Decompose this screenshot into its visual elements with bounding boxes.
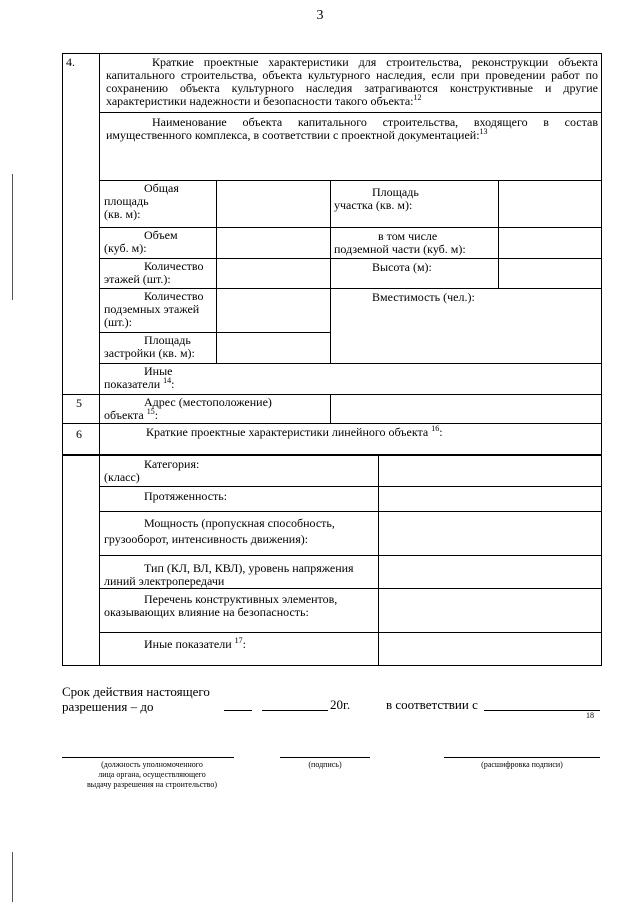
volume-label: Объем (куб. м): (104, 228, 178, 255)
decryption-caption: (расшифровка подписи) (481, 760, 563, 769)
margin-mark (12, 174, 13, 300)
capacity-power-label: Мощность (пропускная способность, грузооборот, интенсивность движения): (104, 516, 335, 546)
validity-day-line (224, 710, 252, 711)
validity-footnote-ref: 18 (586, 711, 594, 720)
section-6-number: 6 (76, 427, 82, 441)
signature-caption: (подпись) (308, 760, 342, 769)
total-area-label: Общая площадь (кв. м): (104, 181, 179, 221)
section-4-heading: Краткие проектные характеристики для строительства, реконструкции объекта капитального строительства, объекта культурного наследия, если при проведении работ по сохранению объекта культурного наследия затрагиваются конструктивные и другие характеристики надежности и безопасности такого объекта:$^{12}$ (106, 55, 598, 108)
object-name-label: Наименование объекта капитального строительства, входящего в состав имущественного комплекса, в соответствии с проектной документацией:$^{13}$ (106, 115, 598, 142)
margin-mark-lower (12, 852, 13, 902)
height-label: Высота (м): (372, 260, 432, 274)
length-label: Протяженность: (144, 489, 228, 503)
address-label: Адрес (местоположение) объекта $^{15}$: (104, 395, 272, 422)
section-4-number: 4. (66, 55, 75, 69)
signature-line (280, 757, 370, 758)
structural-elements-label: Перечень конструктивных элементов, оказывающих влияние на безопасность: (104, 592, 338, 619)
other-linear-indicators-label: Иные показатели $^{17}$: (144, 636, 246, 651)
position-caption: (должность уполномоченного лица органа, осуществляющего выдачу разрешения на строительство) (86, 760, 218, 789)
section-6-heading: Краткие проектные характеристики линейного объекта $^{16}$: (146, 424, 443, 439)
validity-month-line (262, 710, 328, 711)
other-indicators-label: Иные показатели $^{14}$: (104, 364, 175, 391)
underground-floors-label: Количество подземных этажей (шт.): (104, 289, 204, 329)
underground-volume-label: в том числе подземной части (куб. м): (334, 229, 466, 256)
category-label: Категория: (класс) (104, 457, 200, 484)
validity-per-label: в соответствии с (386, 697, 478, 712)
line-type-label: Тип (КЛ, ВЛ, КВЛ), уровень напряжения линий электропередачи (104, 561, 354, 588)
plot-area-label: Площадь участка (кв. м): (334, 185, 419, 212)
page-number: 3 (316, 8, 324, 23)
footprint-area-label: Площадь застройки (кв. м): (104, 333, 195, 360)
capacity-label: Вместимость (чел.): (372, 290, 475, 304)
position-line (62, 757, 234, 758)
decryption-line (444, 757, 600, 758)
validity-year: 20г. (330, 697, 351, 712)
validity-basis-line (484, 710, 600, 711)
floors-count-label: Количество этажей (шт.): (104, 259, 204, 286)
section-5-number: 5 (76, 396, 82, 410)
validity-label: Срок действия настоящего разрешения – до (62, 684, 210, 714)
